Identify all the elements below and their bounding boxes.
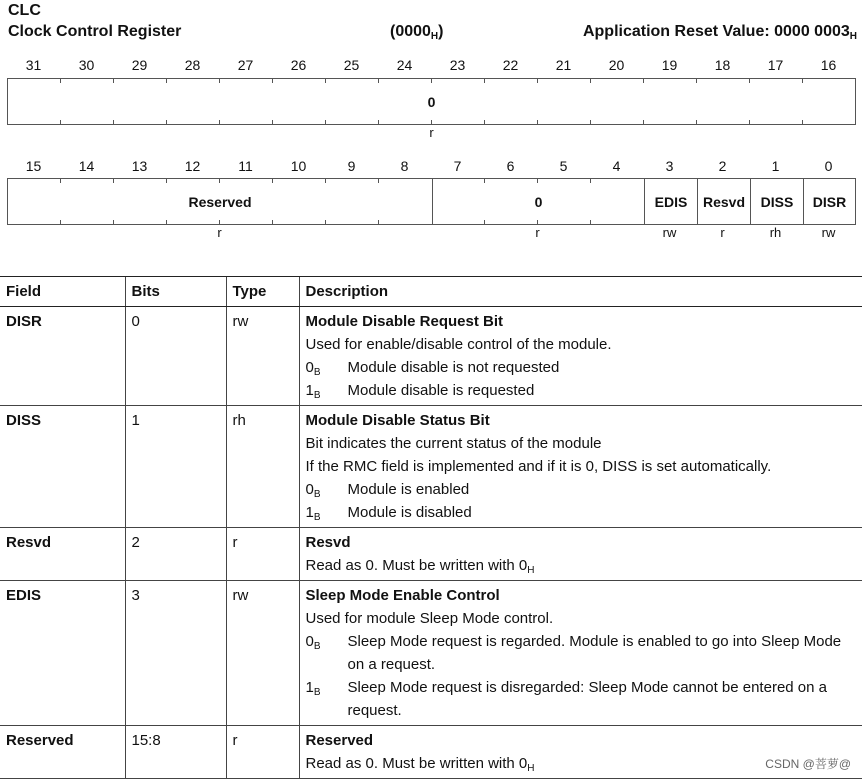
enum-item: $1_B$ Module disable is requested: [305, 382, 535, 401]
bit-number: 22: [502, 57, 519, 73]
description-title: Sleep Mode Enable Control: [305, 587, 500, 604]
upper-register-row: [7, 78, 856, 125]
field-type: rw: [226, 307, 299, 406]
upper-access-type: r: [429, 125, 434, 140]
enum-item: $1_B$ Sleep Mode request is disregarded: Sleep Mode cannot be entered on a request.: [305, 679, 827, 719]
table-header-row: [0, 277, 862, 307]
bit-number: 28: [184, 57, 201, 73]
field-reserved: Reserved: [188, 193, 252, 210]
access-diss: rh: [769, 225, 782, 240]
field-disr: DISR: [803, 179, 855, 224]
access-resvd: r: [720, 225, 725, 240]
field-name: DISS: [0, 406, 125, 528]
register-long-name: Clock Control Register: [8, 23, 182, 40]
description-title: Resvd: [305, 534, 351, 551]
table-row: [0, 406, 862, 528]
bit-number: 10: [290, 158, 307, 174]
description-title: Module Disable Status Bit: [305, 412, 490, 429]
description-title: Module Disable Request Bit: [305, 313, 504, 330]
table-row: [0, 307, 862, 406]
bit-number: 12: [184, 158, 201, 174]
watermark: CSDN @菩萝@: [765, 757, 851, 771]
access-reserved: r: [217, 225, 222, 240]
bit-number: 2: [718, 158, 727, 174]
table-row: [0, 726, 862, 779]
bit-number: 7: [453, 158, 462, 174]
access-disr: rw: [821, 225, 836, 240]
description-text: Used for module Sleep Mode control.: [305, 610, 554, 627]
table-row: [0, 581, 862, 726]
enum-item: $0_B$ Module is enabled: [305, 481, 470, 500]
register-offset: $(0000_H)$: [390, 23, 444, 42]
bit-number: 5: [559, 158, 568, 174]
bit-number: 31: [25, 57, 42, 73]
description-text: Used for enable/disable control of the module.: [305, 336, 612, 353]
bit-number: 15: [25, 158, 42, 174]
bit-number: 1: [771, 158, 780, 174]
bit-number: 20: [608, 57, 625, 73]
enum-item: $0_B$ Module disable is not requested: [305, 359, 560, 378]
field-description: [299, 528, 862, 581]
bit-number: 3: [665, 158, 674, 174]
bit-number: 6: [506, 158, 515, 174]
field-type: r: [226, 528, 299, 581]
bit-number: 25: [343, 57, 360, 73]
field-name: EDIS: [0, 581, 125, 726]
bit-number: 14: [78, 158, 95, 174]
field-bits: 2: [125, 528, 226, 581]
field-edis: EDIS: [644, 179, 697, 224]
bit-number: 17: [767, 57, 784, 73]
header-field: Field: [0, 277, 125, 307]
bit-number: 0: [824, 158, 833, 174]
header-bits: Bits: [125, 277, 226, 307]
description-text: If the RMC field is implemented and if it is 0, DISS is set automatically.: [305, 458, 772, 475]
bit-number: 16: [820, 57, 837, 73]
field-name: Reserved: [0, 726, 125, 779]
bit-number: 9: [347, 158, 356, 174]
header-description: Description: [299, 277, 862, 307]
upper-field-value: 0: [427, 93, 436, 110]
lower-register-row: [7, 178, 856, 225]
field-bits: 1: [125, 406, 226, 528]
field-description: [299, 307, 862, 406]
field-bits: 0: [125, 307, 226, 406]
description-text: Bit indicates the current status of the module: [305, 435, 602, 452]
bit-number: 13: [131, 158, 148, 174]
bit-number: 19: [661, 57, 678, 73]
field-type: rw: [226, 581, 299, 726]
description-title: Reserved: [305, 732, 374, 749]
field-description: [299, 406, 862, 528]
table-row: [0, 528, 862, 581]
access-edis: rw: [662, 225, 677, 240]
enum-item: $1_B$ Module is disabled: [305, 504, 472, 523]
enum-item: $0_B$ Sleep Mode request is regarded. Module is enabled to go into Sleep Mode on a request.: [305, 633, 842, 673]
bit-number: 29: [131, 57, 148, 73]
reset-value: Application Reset Value: 0000 $0003_H$: [582, 23, 857, 42]
field-zero: 0: [432, 179, 644, 224]
bit-number: 26: [290, 57, 307, 73]
field-description-table: [0, 276, 862, 779]
header-type: Type: [226, 277, 299, 307]
field-name: DISR: [0, 307, 125, 406]
bit-number: 23: [449, 57, 466, 73]
field-resvd: Resvd: [697, 179, 750, 224]
description-text: Read as 0. Must be written with $0_H$: [305, 557, 535, 576]
field-diss: DISS: [750, 179, 803, 224]
bit-number: 8: [400, 158, 409, 174]
description-text: Read as 0. Must be written with $0_H$: [305, 755, 535, 774]
bit-number: 24: [396, 57, 413, 73]
bit-number: 30: [78, 57, 95, 73]
register-short-name: CLC: [8, 2, 41, 19]
field-bits: 15:8: [125, 726, 226, 779]
bit-number: 27: [237, 57, 254, 73]
bit-number: 11: [238, 158, 253, 174]
bit-number: 21: [555, 57, 572, 73]
bit-number: 18: [714, 57, 731, 73]
field-type: rh: [226, 406, 299, 528]
access-zero: r: [535, 225, 540, 240]
bit-number: 4: [612, 158, 621, 174]
field-description: [299, 581, 862, 726]
field-type: r: [226, 726, 299, 779]
field-name: Resvd: [0, 528, 125, 581]
field-bits: 3: [125, 581, 226, 726]
